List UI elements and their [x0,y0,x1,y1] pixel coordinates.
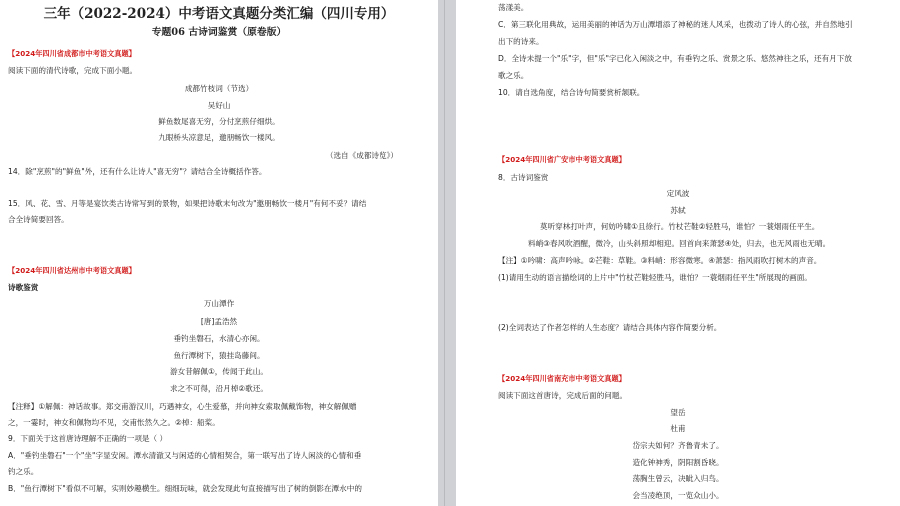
poem-author: 苏轼 [670,206,686,215]
poem-line: 莫听穿林打叶声，何妨吟啸①且徐行。竹杖芒鞋②轻胜马，谁怕？一蓑烟雨任平生。 [540,222,820,231]
poem-title: 成都竹枝词（节选） [184,84,254,93]
poem-line: 料峭③春风吹酒醒，微冷，山头斜照却相迎。回首向来萧瑟④处，归去，也无风雨也无晴。 [528,239,831,248]
question-15-cont: 合全诗简要回答。 [8,215,69,224]
left-document-page [0,0,438,506]
poem-author: 杜甫 [670,424,686,433]
poem-notes: 【注】①吟啸：高声吟咏。②芒鞋：草鞋。③料峭：形容微寒。④萧瑟：指风雨吹打树木的声音。 [498,256,822,265]
option-d-cont: 歌之乐。 [498,71,529,80]
poem-line: 会当凌绝顶，一览众山小。 [632,491,724,500]
section-tag-nanchong: 【2024年四川省南充市中考语文真题】 [498,374,626,383]
document-subtitle: 专题06 古诗词鉴赏（原卷版） [151,27,287,38]
poem-line: 岱宗夫如何？齐鲁青未了。 [632,441,724,450]
poem-line: 造化钟神秀，阴阳割昏晓。 [632,458,724,467]
poem-line: 鲜鱼数尾喜无穷，分付烹煎仔细烘。 [158,117,280,126]
poem-line: 求之不可得，沿月棹②歌还。 [170,384,268,393]
section-intro: 阅读下面的清代诗歌，完成下面小题。 [8,66,138,75]
section-tag-chengdu: 【2024年四川省成都市中考语文真题】 [8,49,136,58]
option-d: D．全诗未提一个"乐"字，但"乐"字已化入闲淡之中，有垂钓之乐、赏景之乐、悠然神往之乐，还有月下放 [498,54,852,63]
poem-source: （选自《成都诗览》） [325,151,398,160]
poem-line: 垂钓坐磐石，水清心亦闲。 [173,334,265,343]
poem-notes: 【注释】①解佩：神话故事。郑交甫游汉川，巧遇神女，心生爱慕，并向神女索取佩戴饰物，神女解佩赠 [8,402,357,411]
right-document-page [456,0,900,506]
poem-title: 望岳 [670,408,686,417]
poem-title: 万山潭作 [203,299,235,308]
poem-line: 鱼行潭树下，猿挂岛藤间。 [173,351,265,360]
poem-line: 九眼桥头凉意足，邀朋畅饮一楼风。 [158,133,280,142]
section-intro: 8．古诗词鉴赏 [498,173,549,182]
question-9: 9．下面关于这首唐诗理解不正确的一项是（ ） [8,434,168,443]
question-14: 14．除"烹煎"的"鲜鱼"外，还有什么让诗人"喜无穷"？请结合全诗概括作答。 [8,167,267,176]
page-gap-divider [438,0,456,506]
poem-author: 吴好山 [207,101,231,110]
question-15: 15．风、花、雪、月等是宴饮类古诗常写到的景物，如果把诗歌末句改为"邀朋畅饮一楼月"有何不妥？请结 [8,199,367,208]
option-a-cont: 钓之乐。 [8,467,39,476]
poem-notes-cont: 之，一霎时，神女和佩物均不见，交甫怅然久之。②棹：船桨。 [8,418,220,427]
poem-line: 游女昔解佩①，传闻于此山。 [170,367,268,376]
question-10: 10．请自选角度，结合诗句简要赏析颔联。 [498,88,645,97]
poem-author: [唐]孟浩然 [200,317,238,326]
poem-line: 荡胸生曾云，决眦入归鸟。 [632,474,724,483]
question-8-1: (1)请用生动的语言描绘词的上片中"竹杖芒鞋轻胜马，谁怕？一蓑烟雨任平生"所展现的画面。 [498,273,812,282]
option-b: B．"鱼行潭树下"看似不可解，实则妙趣横生。细细玩味，就会发现此句直接描写出了树的倒影在潭水中的 [8,484,362,493]
option-c-cont: 出下的诗来。 [498,37,544,46]
option-a: A．"垂钓坐磐石"一个"坐"字显安闲。潭水清澈又与闲适的心情相契合，第一联写出了诗人闲淡的心情和垂 [8,451,362,460]
section-intro: 阅读下面这首唐诗，完成后面的问题。 [498,391,628,400]
option-b-cont: 荡漾美。 [498,3,529,12]
question-8-2: (2)全词表达了作者怎样的人生态度？请结合具体内容作简要分析。 [498,323,722,332]
section-tag-dazhou: 【2024年四川省达州市中考语文真题】 [8,266,136,275]
section-tag-guangan: 【2024年四川省广安市中考语文真题】 [498,155,626,164]
document-title: 三年（2022-2024）中考语文真题分类汇编（四川专用） [43,6,395,22]
option-c: C．第三联化用典故，运用美丽的神话为万山潭增添了神秘的迷人风采，也拨动了诗人的心弦，并自然地引 [498,20,853,29]
section-heading: 诗歌鉴赏 [8,283,39,292]
poem-title: 定风波 [666,189,690,198]
